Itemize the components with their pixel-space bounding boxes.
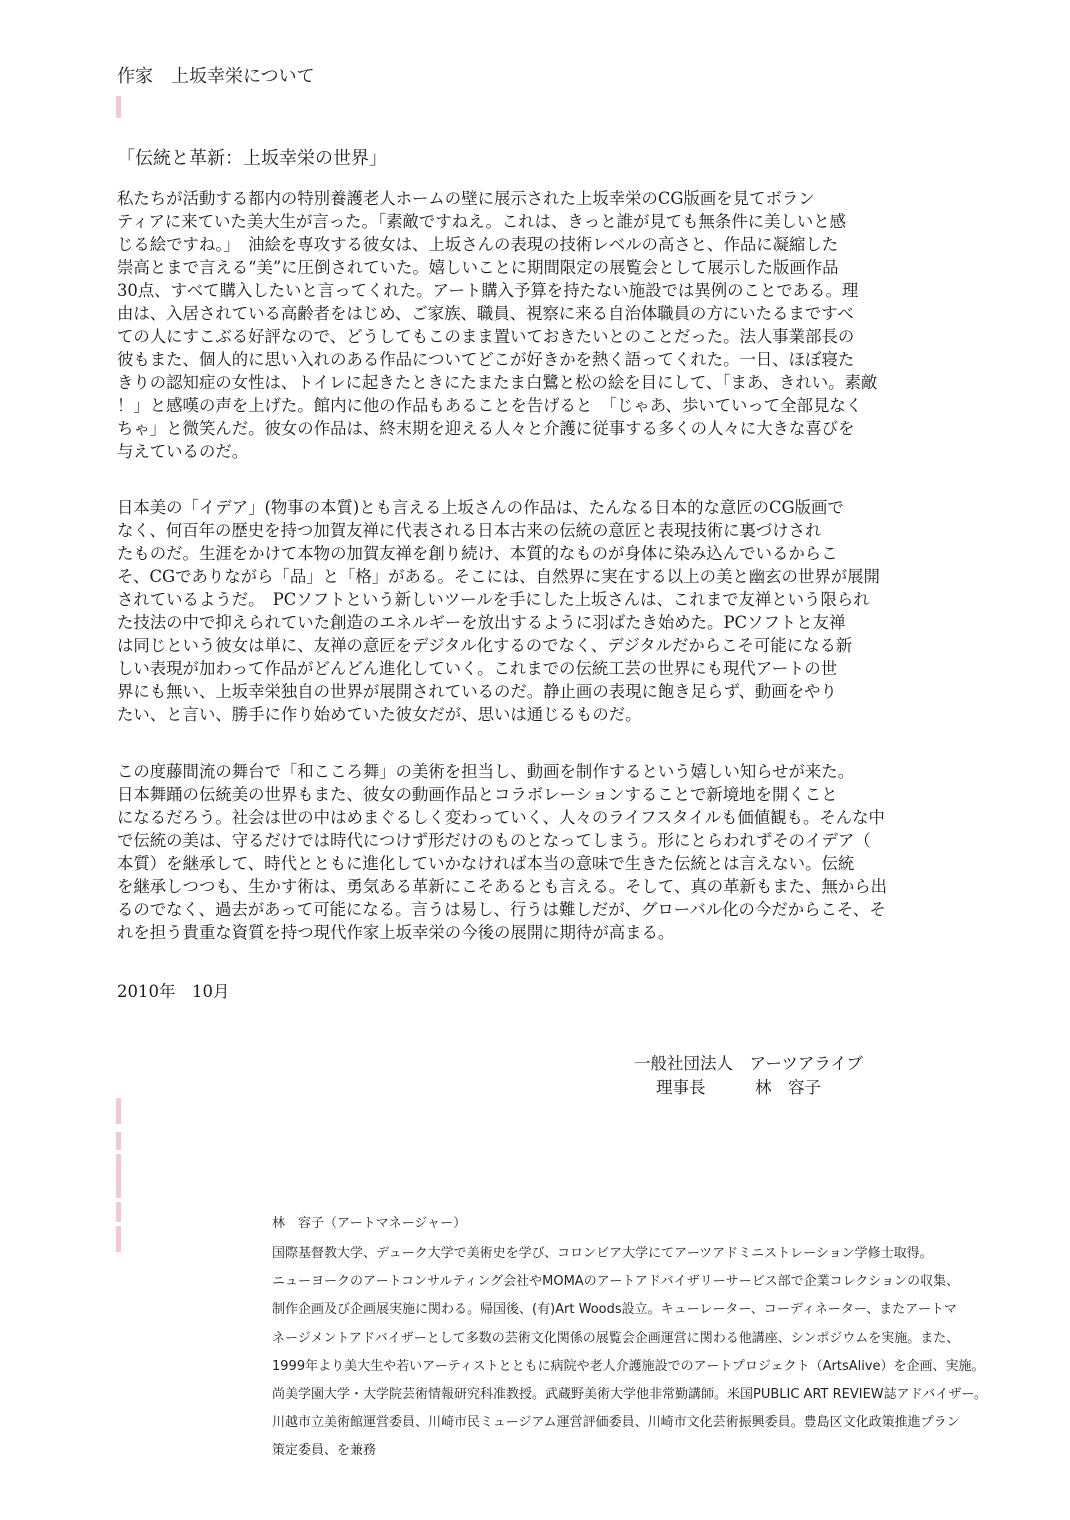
margin-mark — [116, 1132, 121, 1150]
paragraph1-line: 崇高とまで言える“美”に圧倒されていた。嬉しいことに期間限定の展覧会として展示した版画作品 — [117, 258, 839, 277]
paragraph3-line: で伝統の美は、守るだけでは時代につけず形だけのものとなってしまう。形にとらわれずそのイデア（ — [117, 831, 871, 850]
margin-mark — [116, 1154, 121, 1198]
margin-mark — [116, 1202, 121, 1222]
paragraph1-line: 与えているのだ。 — [117, 442, 249, 461]
date: 2010年 10月 — [117, 982, 230, 1001]
paragraph1-line: じる絵ですね。」 油絵を専攻する彼女は、上坂さんの表現の技術レベルの高さと、作品に凝縮した — [117, 235, 839, 254]
margin-mark — [116, 1226, 121, 1252]
paragraph3-line: 本質）を継承して、時代とともに進化していかなければ本当の意味で生きた伝統とは言えない。伝統 — [117, 854, 855, 873]
bio-line: 尚美学園大学・大学院芸術情報研究科准教授。武蔵野美術大学他非常勤講師。米国PUBLIC ART REVIEW誌アドバイザー。 — [272, 1386, 987, 1402]
bio-line: ニューヨークのアートコンサルティング会社やMOMAのアートアドバイザリーサービス部で企業コレクションの収集、 — [272, 1274, 960, 1290]
paragraph-3 — [117, 760, 937, 944]
bio-line: ネージメントアドバイザーとして多数の芸術文化関係の展覧会企画運営に関わる他講座、シンポジウムを実施。また、 — [272, 1330, 960, 1346]
paragraph3-line: れを担う貴重な資質を持つ現代作家上坂幸栄の今後の展開に期待が高まる。 — [117, 923, 675, 942]
paragraph1-line: 由は、入居されている高齢者をはじめ、ご家族、職員、視察に来る自治体職員の方にいたるまですべ — [117, 304, 854, 323]
margin-mark — [116, 96, 121, 118]
paragraph-2 — [117, 496, 937, 726]
paragraph1-line: 私たちが活動する都内の特別養護老人ホームの壁に展示された上坂幸栄のCG版画を見てボラン — [117, 189, 815, 208]
paragraph2-line: 界にも無い、上坂幸栄独自の世界が展開されているのだ。静止画の表現に飽き足らず、動画をやり — [117, 682, 837, 701]
paragraph1-line: 30点、すべて購入したいと言ってくれた。アート購入予算を持たない施設では異例のことである。理 — [117, 281, 859, 300]
paragraph2-line: たものだ。生涯をかけて本物の加賀友禅を創り続け、本質的なものが身体に染み込んでいるからこ — [117, 544, 838, 563]
paragraph2-line: は同じという彼女は単に、友禅の意匠をデジタル化するのでなく、デジタルだからこそ可能になる新 — [117, 636, 853, 655]
essay-title: 「伝統と革新：上坂幸栄の世界」 — [117, 148, 387, 169]
paragraph3-line: になるだろう。社会は世の中はめまぐるしく変わっていく、人々のライフスタイルも価値観も。そんな中 — [117, 808, 885, 827]
signature-organization: 一般社団法人 アーツアライブ — [634, 1054, 863, 1073]
paragraph2-line: そ、CGでありながら「品」と「格」がある。そこには、自然界に実在する以上の美と幽玄の世界が展開 — [117, 567, 880, 586]
bio-line: 林 容子（アートマネージャー） — [272, 1216, 467, 1231]
paragraph-1 — [117, 187, 937, 463]
paragraph1-line: ！」と感嘆の声を上げた。館内に他の作品もあることを告げると 「じゃあ、歩いていって全部見なく — [117, 396, 863, 415]
signature-title-name: 理事長 林 容子 — [656, 1078, 821, 1097]
paragraph1-line: ティアに来ていた美大生が言った。「素敵ですねえ。これは、きっと誰が見ても無条件に美しいと感 — [117, 212, 847, 231]
paragraph3-line: るのでなく、過去があって可能になる。言うは易し、行うは難しだが、グローバル化の今だからこそ、そ — [117, 900, 886, 919]
paragraph2-line: なく、何百年の歴史を持つ加賀友禅に代表される日本古来の伝統の意匠と表現技術に裏づけされ — [117, 521, 822, 540]
paragraph3-line: 日本舞踊の伝統美の世界もまた、彼女の動画作品とコラボレーションすることで新境地を開くこと — [117, 785, 838, 804]
bio-line: 制作企画及び企画展実施に関わる。帰国後、(有)Art Woods設立。キューレーター、コーディネーター、またアートマ — [272, 1302, 957, 1318]
paragraph1-line: ちゃ」と微笑んだ。彼女の作品は、終末期を迎える人々と介護に従事する多くの人々に大きな喜びを — [117, 419, 855, 438]
paragraph3-line: この度藤間流の舞台で「和こころ舞」の美術を担当し、動画を制作するという嬉しい知らせが来た。 — [117, 762, 855, 781]
paragraph3-line: を継承しつつも、生かす術は、勇気ある革新にこそあるとも言える。そして、真の革新もまた、無から出 — [117, 877, 888, 896]
page-heading: 作家 上坂幸栄について — [117, 66, 315, 87]
paragraph2-line: しい表現が加わって作品がどんどん進化していく。これまでの伝統工芸の世界にも現代アートの世 — [117, 659, 838, 678]
paragraph2-line: た技法の中で抑えられていた創造のエネルギーを放出するように羽ばたき始めた。PCソフトと友禅 — [117, 613, 846, 632]
paragraph1-line: ての人にすこぶる好評なので、どうしてもこのまま置いておきたいとのことだった。法人事業部長の — [117, 327, 855, 346]
author-biography — [272, 1212, 992, 1466]
margin-mark — [116, 1098, 121, 1124]
bio-line: 川越市立美術館運営委員、川崎市民ミュージアム運営評価委員、川崎市文化芸術振興委員。豊島区文化政策推進プラン — [272, 1415, 960, 1431]
paragraph2-line: たい、と言い、勝手に作り始めていた彼女だが、思いは通じるものだ。 — [117, 705, 642, 724]
bio-line: 策定委員、を兼務 — [272, 1443, 377, 1459]
paragraph1-line: 彼もまた、個人的に思い入れのある作品についてどこが好きかを熱く語ってくれた。一日、ほぼ寝た — [117, 350, 855, 369]
bio-line: 国際基督教大学、デューク大学で美術史を学び、コロンビア大学にてアーツアドミニストレーション学修士取得。 — [272, 1246, 933, 1261]
bio-line: 1999年より美大生や若いアーティストとともに病院や老人介護施設でのアートプロジェクト（ArtsAlive）を企画、実施。 — [272, 1358, 985, 1374]
paragraph1-line: きりの認知症の女性は、トイレに起きたときにたまたま白鷺と松の絵を目にして、「まあ、きれい。素敵 — [117, 373, 878, 392]
paragraph2-line: 日本美の「イデア」(物事の本質)とも言える上坂さんの作品は、たんなる日本的な意匠のCG版画で — [117, 498, 844, 517]
paragraph2-line: されているようだ。 PCソフトという新しいツールを手にした上坂さんは、これまで友禅という限られ — [117, 590, 870, 609]
